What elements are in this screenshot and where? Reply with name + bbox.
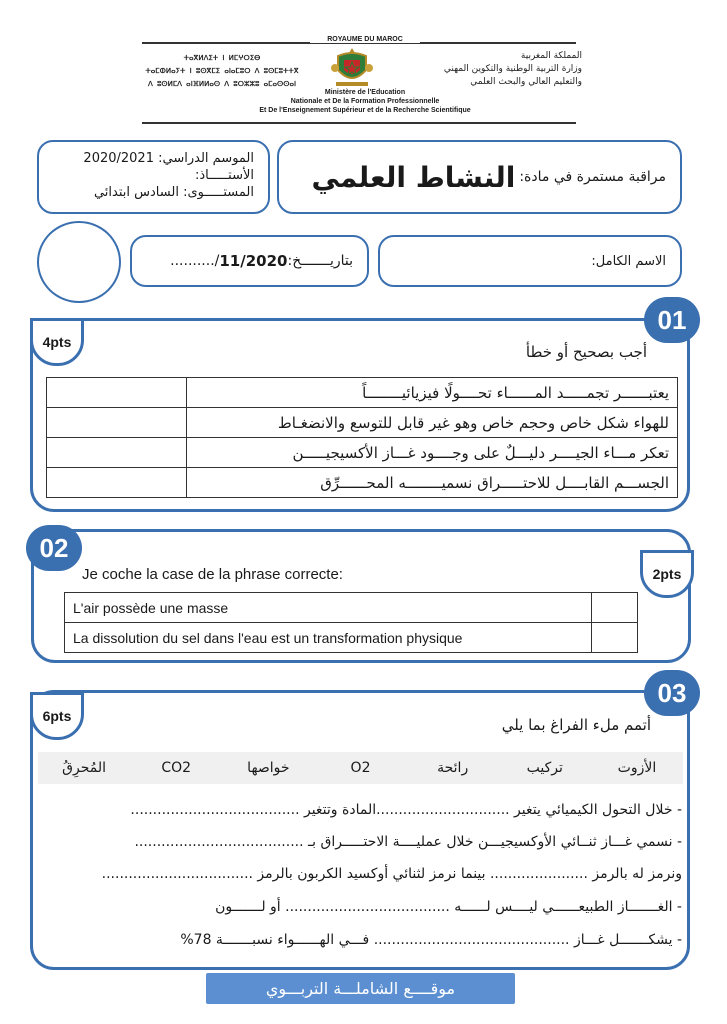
exam-title-prefix: مراقبة مستمرة في مادة:: [519, 169, 666, 185]
true-false-table: [46, 377, 678, 498]
answer-cell[interactable]: [47, 378, 187, 408]
header-bottom-rule: [142, 122, 576, 124]
exam-subject: النشاط العلمي: [311, 160, 516, 194]
table-row: [47, 408, 678, 438]
teacher-label: الأستـــــاذ:: [194, 168, 254, 183]
royaume-label: ROYAUME DU MAROC: [310, 36, 420, 43]
ministry-line: Et De l'Enseignement Supérieur et de la Recherche Scientifique: [259, 107, 471, 114]
statement-cell: للهواء شكل خاص وحجم خاص وهو غير قابل للتوسع والانضغـاط: [187, 408, 678, 438]
section-2-points: 2pts: [640, 550, 694, 598]
sentence-cell: La dissolution du sel dans l'eau est un transformation physique: [65, 623, 592, 653]
tifinagh-line: ⵜⴰⴳⵍⴷⵉⵜ ⵏ ⵍⵎⵖⵔⵉⴱ: [183, 54, 261, 62]
statement-cell: الجســـم القابــــل للاحتـــــراق نسميــــــــه المحــــــرِّق: [187, 468, 678, 498]
word-bank-item: الأزوت: [617, 760, 657, 776]
word-bank-item: رائحة: [437, 760, 469, 776]
student-name-box[interactable]: [378, 235, 682, 287]
fill-line: ونرمز له بالرمز ...................... بينما نرمز لثنائي أوكسيد الكربون بالرمز ..................................: [101, 866, 682, 882]
school-info-box: [37, 140, 270, 214]
ministry-french-block: [220, 88, 510, 115]
grade-circle[interactable]: [37, 221, 121, 303]
moroccan-coat-of-arms-icon: [330, 46, 374, 88]
arabic-line: والتعليم العالي والبحث العلمي: [470, 77, 582, 87]
check-cell[interactable]: [592, 593, 638, 623]
level-label: المستـــــوى: السادس ابتدائي: [93, 185, 254, 200]
table-row: [47, 468, 678, 498]
ministry-line: Ministère de l'Education: [324, 89, 406, 96]
date-suffix: /..........: [170, 253, 220, 269]
fill-line: - الغـــــــاز الطبيعــــــي ليــــس لــــــه ..................................... أو لـــــــون: [215, 899, 682, 915]
exam-title-box: [277, 140, 682, 214]
section-3-number: 03: [644, 670, 700, 716]
section-3-instruction: أتمم ملء الفراغ بما يلي: [501, 716, 651, 734]
word-bank: [38, 752, 683, 784]
tifinagh-line: ⴷ ⵓⵙⵍⵎⴷ ⴰⵏⴼⵍⵍⴰⵙ ⴷ ⵓⵔⵣⵣⵓ ⴰⵎⴰⵙⵙⴰⵏ: [147, 80, 297, 88]
table-row: [47, 378, 678, 408]
word-bank-item: المُحرِقُ: [62, 760, 107, 776]
arabic-line: وزارة التربية الوطنية والتكوين المهني: [443, 64, 582, 74]
student-name-label: الاسم الكامل:: [591, 253, 666, 269]
section-1-points: 4pts: [30, 318, 84, 366]
fill-line: - خلال التحول الكيميائي يتغير ..............................المادة وتتغير ......................................: [130, 802, 682, 818]
header-tifinagh-block: [142, 52, 302, 91]
ministry-line: Nationale et De la Formation Professionnelle: [290, 98, 440, 105]
check-cell[interactable]: [592, 623, 638, 653]
header-arabic-block: [412, 50, 582, 89]
table-row: [47, 438, 678, 468]
tifinagh-line: ⵜⴰⵎⵀⵍⴰⵢⵜ ⵏ ⵓⵙⴳⵎⵉ ⴰⵏⴰⵎⵓⵔ ⴷ ⵓⵙⵎⵓⵜⵜⴳ: [145, 67, 299, 75]
date-label: بتاريـــــــخ:: [287, 253, 353, 269]
checkbox-table: [64, 592, 638, 653]
section-3-points: 6pts: [30, 692, 84, 740]
sentence-cell: L'air possède une masse: [65, 593, 592, 623]
section-2-number: 02: [26, 525, 82, 571]
word-bank-item: O2: [350, 760, 371, 776]
arabic-line: المملكة المغربية: [520, 51, 582, 61]
word-bank-item: CO2: [161, 760, 192, 776]
answer-cell[interactable]: [47, 468, 187, 498]
answer-cell[interactable]: [47, 438, 187, 468]
fill-line: - يشكـــــــل غـــاز ............................................ فـــي الهــــــواء نسبـــــــة 78%: [180, 932, 682, 948]
date-value: 11/2020: [219, 252, 288, 270]
site-footer-banner[interactable]: موقــــع الشاملـــة التربـــوي: [206, 973, 515, 1004]
table-row: [65, 593, 638, 623]
school-year: الموسم الدراسي: 2020/2021: [83, 151, 254, 166]
word-bank-item: خواصها: [247, 760, 290, 776]
fill-line: - نسمي غـــاز ثنــائي الأوكسيجيـــن خلال عمليــــة الاحتـــــراق بـ ......................................: [134, 834, 682, 850]
statement-cell: تعكر مـــاء الجيــــر دليـــلٌ على وجــــود غـــاز الأكسيجيـــــن: [187, 438, 678, 468]
word-bank-item: تركيب: [526, 760, 563, 776]
section-2-instruction: Je coche la case de la phrase correcte:: [82, 566, 343, 583]
date-box[interactable]: [130, 235, 369, 287]
table-row: [65, 623, 638, 653]
section-1-instruction: أجب بصحيح أو خطأ: [525, 343, 647, 361]
section-1-number: 01: [644, 297, 700, 343]
statement-cell: يعتبــــــر تجمـــــد المــــــاء تحــــولًا فيزيائيــــــــاً: [187, 378, 678, 408]
answer-cell[interactable]: [47, 408, 187, 438]
